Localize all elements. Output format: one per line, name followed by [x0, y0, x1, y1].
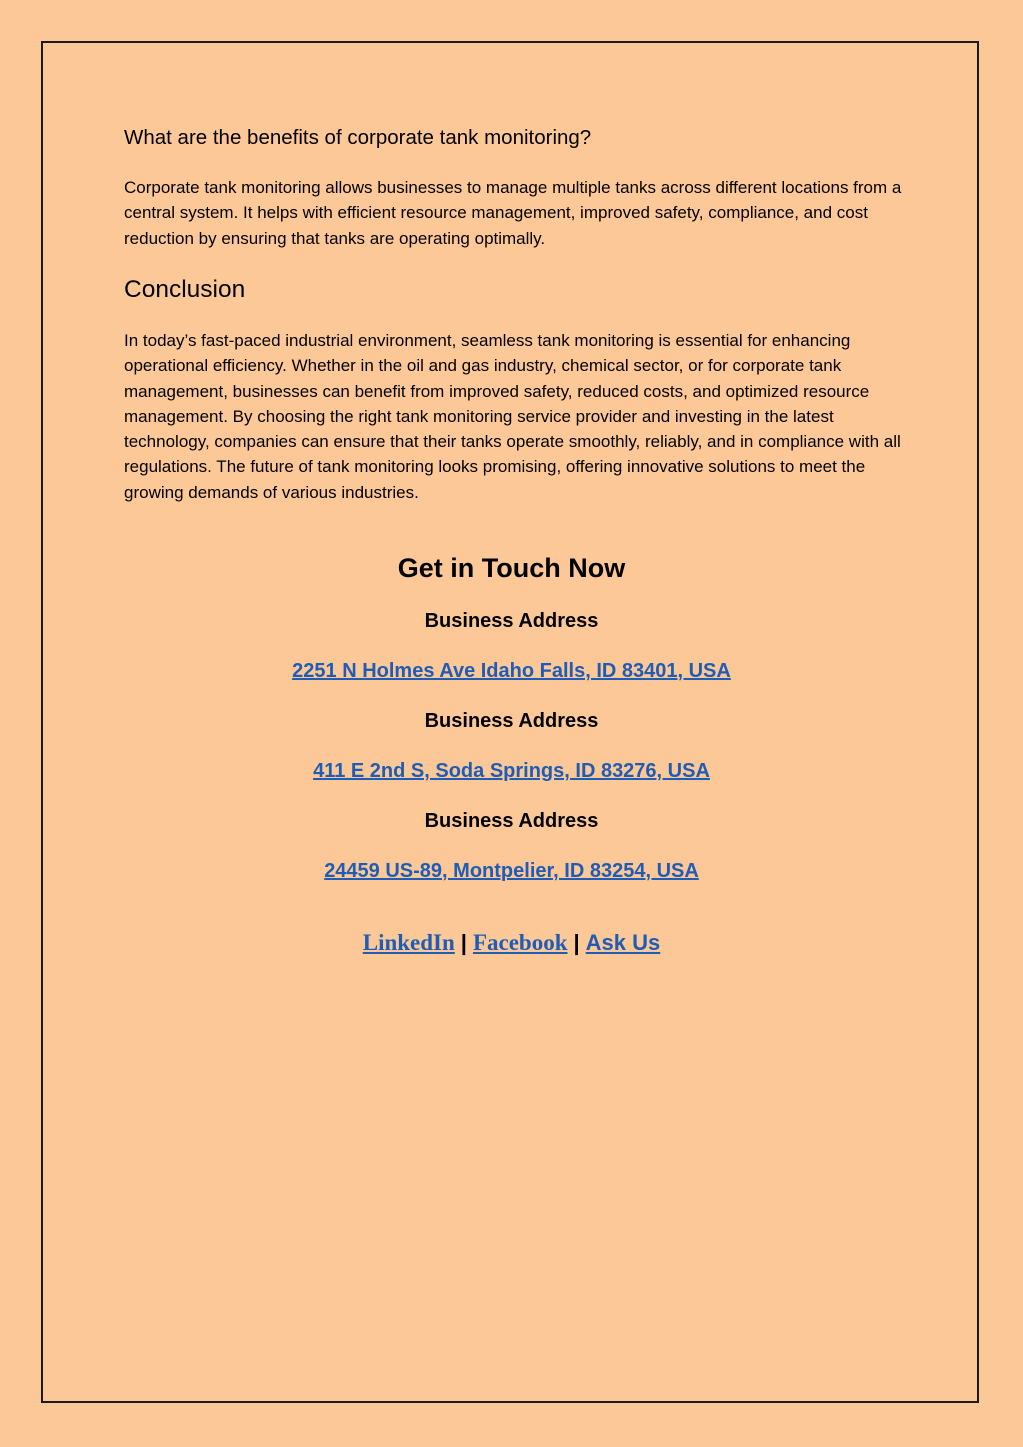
social-links — [0, 930, 1023, 956]
conclusion-heading: Conclusion — [124, 276, 246, 303]
address-link-3[interactable]: 24459 US-89, Montpelier, ID 83254, USA — [324, 860, 699, 882]
conclusion-body: In today’s fast-paced industrial environment, seamless tank monitoring is essential for enhancing operational efficiency. Whether in the oil and gas industry, chemical sector, or for corporate tank management, businesses can benefit from improved safety, reduced costs, and optimized resource management. By choosing the right tank monitoring service provider and investing in the latest technology, companies can ensure that their tanks operate smoothly, reliably, and in compliance with all regulations. The future of tank monitoring looks promising, offering innovative solutions to meet the growing demands of various industries. — [124, 331, 901, 502]
address-link-2[interactable]: 411 E 2nd S, Soda Springs, ID 83276, USA — [313, 760, 710, 782]
address-row-2 — [0, 760, 1023, 783]
business-address-label-2: Business Address — [424, 710, 599, 732]
business-address-label-3: Business Address — [424, 810, 599, 832]
address-row-3 — [0, 860, 1023, 883]
address-row-1 — [0, 660, 1023, 683]
linkedin-link[interactable]: LinkedIn — [362, 930, 455, 955]
facebook-link[interactable]: Facebook — [472, 930, 568, 955]
business-address-label-1: Business Address — [424, 610, 599, 632]
contact-title: Get in Touch Now — [397, 553, 626, 583]
faq-answer: Corporate tank monitoring allows businesses to manage multiple tanks across different locations from a central system. It helps with efficient resource management, improved safety, compliance, and cost reduction by ensuring that tanks are operating optimally. — [124, 178, 902, 248]
ask-us-link[interactable]: Ask Us — [585, 930, 661, 955]
separator: | — [573, 930, 580, 955]
address-link-1[interactable]: 2251 N Holmes Ave Idaho Falls, ID 83401, USA — [292, 660, 731, 682]
faq-question: What are the benefits of corporate tank monitoring? — [124, 126, 592, 149]
separator: | — [460, 930, 467, 955]
